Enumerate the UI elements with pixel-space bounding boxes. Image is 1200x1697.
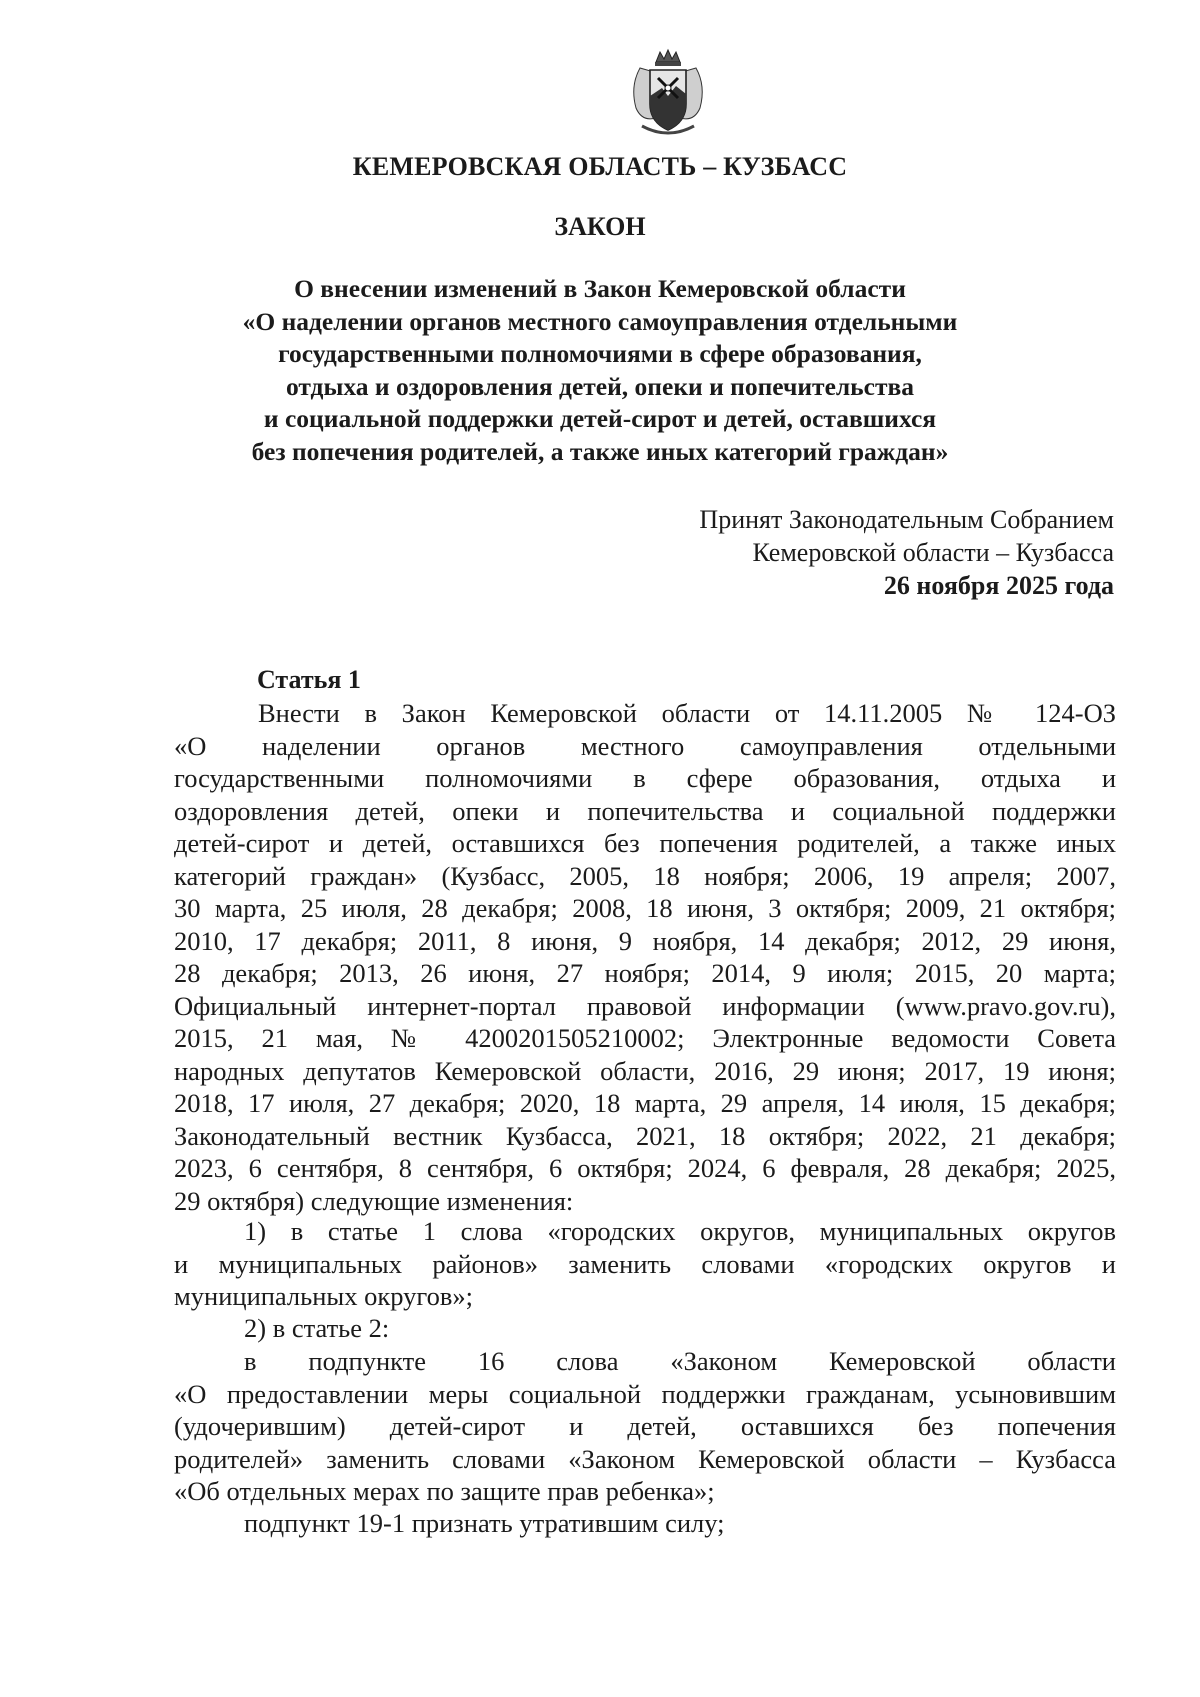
paragraph-line: оздоровления детей, опеки и попечительства и социальной поддержки [174,795,1116,826]
law-title [0,273,1200,468]
paragraph-line: категорий граждан» (Кузбасс, 2005, 18 ноября; 2006, 19 апреля; 2007, [174,860,1116,891]
coat-of-arms-emblem [628,48,708,144]
law-title-line: государственными полномочиями в сфере образования, [278,339,922,368]
paragraph-line: родителей» заменить словами «Законом Кемеровской области – Кузбасса [174,1443,1116,1474]
law-title-line: без попечения родителей, а также иных категорий граждан» [251,436,949,466]
item-1 [174,1215,1116,1313]
paragraph-line: «Об отдельных мерах по защите прав ребенка»; [174,1476,715,1506]
paragraph-line: Законодательный вестник Кузбасса, 2021, 18 октября; 2022, 21 декабря; [174,1120,1116,1151]
document-type: ЗАКОН [554,212,646,241]
paragraph-line: в подпункте 16 слова «Законом Кемеровской области [244,1346,1116,1376]
adoption-block [699,503,1114,602]
paragraph-line: и муниципальных районов» заменить словами «городских округов и [174,1248,1116,1279]
paragraph-line: народных депутатов Кемеровской области, 2016, 29 июня; 2017, 19 июня; [174,1055,1116,1086]
paragraph-line: «О наделении органов местного самоуправления отдельными [174,730,1116,761]
adoption-line: Принят Законодательным Собранием [699,505,1114,534]
paragraph-line: 1) в статье 1 слова «городских округов, муниципальных округов [244,1216,1116,1246]
paragraph-line: 29 октября) следующие изменения: [174,1185,574,1216]
paragraph-line: 28 декабря; 2013, 26 июня, 27 ноября; 2014, 9 июля; 2015, 20 марта; [174,958,1116,988]
paragraph-line: муниципальных округов»; [174,1281,473,1311]
paragraph-line: государственными полномочиями в сфере образования, отдыха и [174,763,1116,793]
law-title-line: О внесении изменений в Закон Кемеровской области [294,274,906,303]
paragraph-line: подпункт 19-1 признать утратившим силу; [244,1508,725,1538]
law-title-line: и социальной поддержки детей-сирот и детей, оставшихся [263,404,937,433]
item-2-subpoint-16 [174,1345,1116,1508]
item-2-subpoint-19-1 [174,1507,1116,1540]
region-title: КЕМЕРОВСКАЯ ОБЛАСТЬ – КУЗБАСС [352,152,848,181]
paragraph-line: 2018, 17 июля, 27 декабря; 2020, 18 марта, 29 апреля, 14 июля, 15 декабря; [174,1088,1116,1118]
paragraph-line: 2015, 21 мая, № 4200201505210002; Электронные ведомости Совета [174,1023,1116,1053]
paragraph-line: Внести в Закон Кемеровской области от 14.11.2005 № 124-ОЗ [258,698,1116,728]
adoption-line: Кемеровской области – Кузбасса [752,538,1114,567]
paragraph-line: детей-сирот и детей, оставшихся без попечения родителей, а также иных [174,828,1116,858]
paragraph-line: 30 марта, 25 июля, 28 декабря; 2008, 18 июня, 3 октября; 2009, 21 октября; [174,893,1116,923]
law-title-line: отдыха и оздоровления детей, опеки и попечительства [285,371,915,401]
item-2-heading [174,1312,1116,1345]
law-title-line: «О наделении органов местного самоуправления отдельными [242,306,958,336]
article-main-paragraph [174,697,1116,1217]
article-heading: Статья 1 [257,665,361,694]
paragraph-line: Официальный интернет-портал правовой информации (www.pravo.gov.ru), [174,990,1116,1021]
paragraph-line: «О предоставлении меры социальной поддержки гражданам, усыновившим [174,1378,1116,1409]
paragraph-line: 2) в статье 2: [244,1313,390,1343]
paragraph-line: (удочерившим) детей-сирот и детей, оставшихся без попечения [174,1411,1116,1441]
adoption-date: 26 ноября 2025 года [883,571,1114,600]
paragraph-line: 2010, 17 декабря; 2011, 8 июня, 9 ноября, 14 декабря; 2012, 29 июня, [174,925,1116,956]
paragraph-line: 2023, 6 сентября, 8 сентября, 6 октября; 2024, 6 февраля, 28 декабря; 2025, [174,1153,1116,1183]
